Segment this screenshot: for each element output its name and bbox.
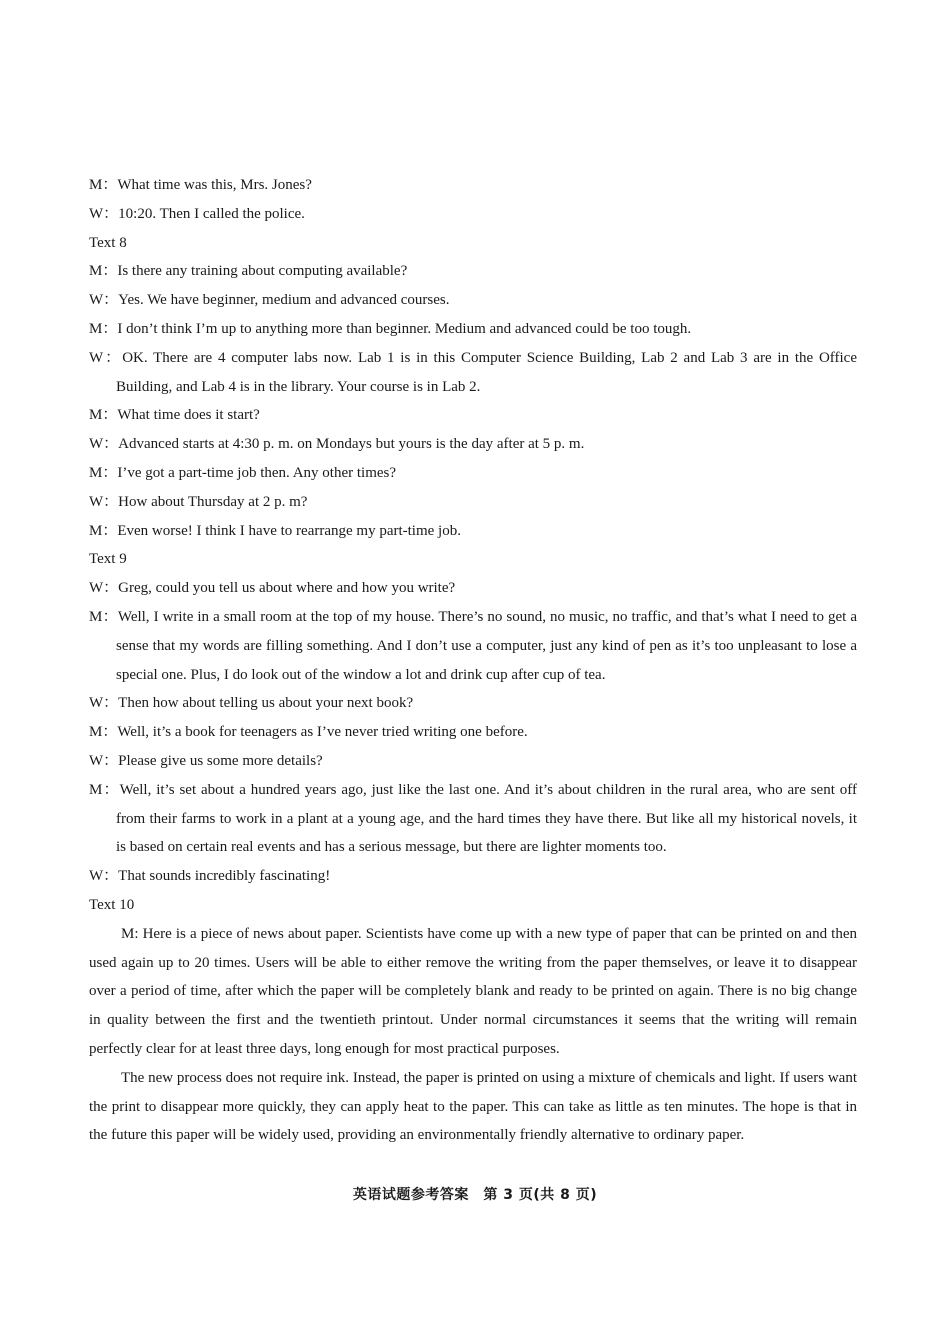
dialogue-line: W：Greg, could you tell us about where and how you write?	[89, 580, 456, 597]
dialogue-line: W：Then how about telling us about your next book?	[89, 695, 414, 712]
dialogue-line: M：What time does it start?	[89, 407, 260, 424]
section-heading-text-9: Text 9	[89, 551, 127, 568]
page-footer: 英语试题参考答案 第 3 页(共 8 页)	[352, 1187, 598, 1203]
dialogue-line: W：Please give us some more details?	[89, 752, 323, 769]
section-heading-text-10: Text 10	[89, 896, 135, 913]
answer-key-transcript	[89, 171, 857, 1150]
section-heading-text-8: Text 8	[89, 234, 127, 251]
monologue-paragraph: M: Here is a piece of news about paper. Scientists have come up with a new type of paper that can be printed on and then used again up to 20 times. Users will be able to either remove the writing from the paper themselves, or leave it to disappear over a period of time, after which the paper will be completely blank and ready to be printed on again. There is no big change in quality between the first and the twentieth printout. Under normal circumstances it seems that the writing will remain perfectly clear for at least three days, long enough for most practical purposes.	[89, 925, 857, 1057]
dialogue-line: M：I don’t think I’m up to anything more than beginner. Medium and advanced could be too tough.	[89, 320, 692, 337]
dialogue-line: M：Well, I write in a small room at the top of my house. There’s no sound, no music, no traffic, and that’s what I need to get a sense that my words are filling something. And I don’t use a computer, just any kind of pen as it’s too unpleasant to lose a special one. Plus, I do look out of the window a lot and drink cup after cup of tea.	[89, 608, 857, 683]
dialogue-line: W：Advanced starts at 4:30 p. m. on Mondays but yours is the day after at 5 p. m.	[89, 436, 585, 453]
dialogue-line: W：Yes. We have beginner, medium and advanced courses.	[89, 292, 450, 309]
dialogue-line: W：That sounds incredibly fascinating!	[89, 868, 331, 885]
monologue-paragraph: The new process does not require ink. Instead, the paper is printed on using a mixture of chemicals and light. If users want the print to disappear more quickly, they can apply heat to the paper. This can take as little as ten minutes. The hope is that in the future this paper will be widely used, providing an environmentally friendly alternative to ordinary paper.	[89, 1069, 857, 1144]
dialogue-line: M：Well, it’s a book for teenagers as I’ve never tried writing one before.	[89, 724, 528, 741]
dialogue-line: M：Is there any training about computing available?	[89, 263, 408, 280]
dialogue-line: M：Even worse! I think I have to rearrange my part-time job.	[89, 522, 461, 539]
dialogue-line: W：10:20. Then I called the police.	[89, 205, 305, 222]
dialogue-line: M：What time was this, Mrs. Jones?	[89, 177, 312, 193]
dialogue-line: W：OK. There are 4 computer labs now. Lab 1 is in this Computer Science Building, Lab 2 and Lab 3 are in the Office Building, and Lab 4 is in the library. Your course is in Lab 2.	[89, 349, 857, 395]
dialogue-line: M：I’ve got a part-time job then. Any other times?	[89, 464, 397, 481]
dialogue-line: W：How about Thursday at 2 p. m?	[89, 493, 308, 510]
dialogue-line: M：Well, it’s set about a hundred years ago, just like the last one. And it’s about children in the rural area, who are sent off from their farms to work in a plant at a young age, and the hard times they have there. But like all my historical novels, it is based on certain real events and has a serious message, but there are lighter moments too.	[89, 781, 857, 856]
